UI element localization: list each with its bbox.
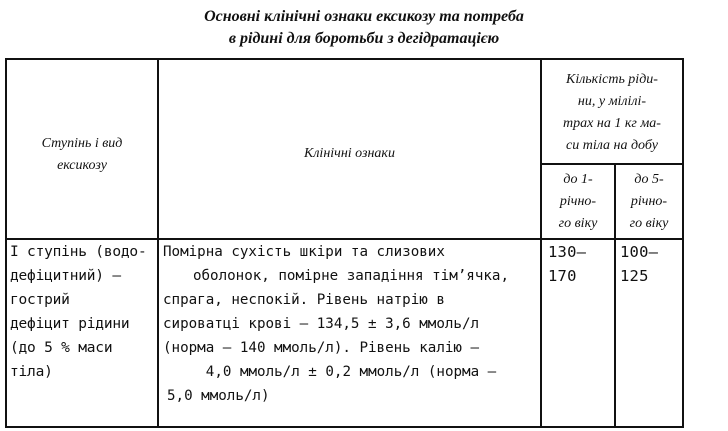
header-age-1 — [542, 166, 614, 238]
header-age-1-line-1: до 1- — [563, 172, 593, 187]
header-fluid-line-4: си тіла на добу — [566, 138, 658, 153]
header-age-5-line-3: го віку — [629, 216, 669, 231]
header-fluid — [542, 64, 682, 162]
row-degree-line-2: дефіцитний) — — [10, 268, 121, 284]
header-age-5 — [616, 166, 682, 238]
row-degree-line-4: дефіцит рідини — [10, 316, 130, 332]
header-degree — [7, 60, 157, 238]
header-signs-label: Клінічні ознаки — [304, 146, 395, 161]
header-signs — [159, 60, 540, 238]
row-age-1-line-1: 130– — [548, 243, 587, 261]
title-line-1: Основні клінічні ознаки ексикозу та потреба — [204, 8, 524, 25]
row-age-5-line-1: 100– — [620, 243, 659, 261]
row-signs-line-7: 5,0 ммоль/л) — [167, 388, 270, 404]
row-degree-line-5: (до 5 % маси — [10, 340, 113, 356]
clinical-signs-table — [5, 58, 684, 428]
row-age-1-cell — [548, 240, 612, 288]
row-age-1-line-2: 170 — [548, 267, 577, 285]
row-degree-line-6: тіла) — [10, 364, 53, 380]
row-degree-cell — [10, 240, 157, 384]
header-age-5-line-1: до 5- — [634, 172, 664, 187]
row-degree-line-3: гострий — [10, 292, 70, 308]
row-signs-line-2: оболонок, помірне западіння тім’ячка, — [192, 268, 510, 284]
row-signs-line-1: Помірна сухість шкіри та слизових — [163, 244, 445, 260]
row-signs-line-6: 4,0 ммоль/л ± 0,2 ммоль/л (норма — — [205, 364, 497, 380]
row-signs-cell — [159, 240, 539, 408]
header-degree-line-1: Ступінь і вид — [41, 136, 123, 151]
row-age-5-line-2: 125 — [620, 267, 649, 285]
row-age-5-cell — [620, 240, 680, 288]
header-age-1-line-3: го віку — [558, 216, 598, 231]
divider-fluid-header — [541, 163, 682, 165]
header-age-1-line-2: річно- — [559, 194, 597, 209]
table-title — [0, 6, 728, 50]
header-fluid-line-3: трах на 1 кг ма- — [563, 116, 661, 131]
row-signs-line-5: (норма — 140 ммоль/л). Рівень калію — — [163, 340, 480, 356]
header-degree-line-2: ексикозу — [57, 158, 107, 173]
row-signs-line-3: спрага, неспокій. Рівень натрію в — [163, 292, 445, 308]
title-line-2: в рідині для боротьби з дегідратацією — [228, 30, 500, 47]
header-fluid-line-2: ни, у мілілі- — [577, 94, 647, 109]
row-signs-line-4: сироватці крові — 134,5 ± 3,6 ммоль/л — [163, 316, 480, 332]
row-degree-line-1: І ступінь (водо- — [10, 244, 147, 260]
header-fluid-line-1: Кількість ріди- — [566, 72, 658, 87]
header-age-5-line-2: річно- — [630, 194, 668, 209]
